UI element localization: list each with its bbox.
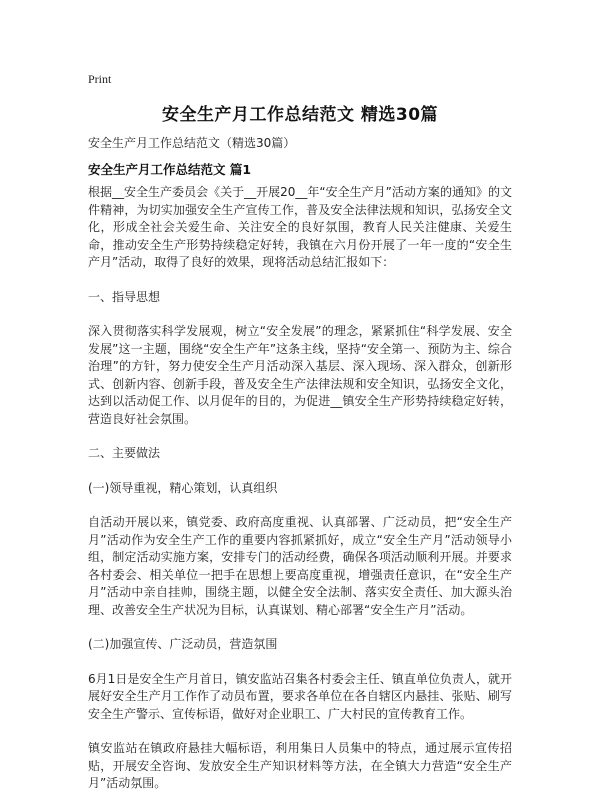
document-title: 安全生产月工作总结范文 精选30篇 bbox=[161, 105, 439, 125]
subheading-publicity: (二)加强宣传、广泛动员，营造氛围 bbox=[88, 637, 278, 651]
print-link[interactable]: Print bbox=[88, 72, 112, 86]
section-title: 安全生产月工作总结范文 篇1 bbox=[88, 162, 252, 177]
paragraph-intro: 根据__安全生产委员会《关于__开展20__年“安全生产月”活动方案的通知》的文件精神，为切实加强安全生产宣传工作，普及安全法律法规和知识，弘扬安全文化，形成全社会关爱生命、关注安全的良好氛围，教育人民关注健康、关爱生命，推动安全生产形势持续稳定好转，我镇在六月份开展了一年一度的“安全生产月”活动，取得了良好的效果，现将活动总结汇报如下： bbox=[88, 185, 512, 269]
heading-guiding-principle: 一、指导思想 bbox=[88, 289, 161, 304]
paragraph-publicity-2: 镇安监站在镇政府悬挂大幅标语，利用集日人员集中的特点，通过展示宣传招贴，开展安全咨询、发放安全生产知识材料等方法，在全镇大力营造“安全生产月”活动氛围。 bbox=[88, 741, 512, 790]
article-body bbox=[88, 184, 512, 810]
document-subtitle: 安全生产月工作总结范文（精选30篇） bbox=[88, 136, 296, 150]
paragraph-guiding-principle: 深入贯彻落实科学发展观，树立“安全发展”的理念，紧紧抓住“科学发展、安全发展”这一主题，围绕“安全生产年”这条主线，坚持“安全第一、预防为主、综合治理”的方针，努力使安全生产月活动深入基层、深入现场、深入群众，创新形式、创新内容、创新手段，普及安全生产法律法规和安全知识，弘扬安全文化，达到以活动促工作、以月促年的目的，为促进__镇安全生产形势持续稳定好转，营造良好社会氛围。 bbox=[88, 324, 512, 426]
paragraph-publicity-1: 6月1日是安全生产月首日，镇安监站召集各村委会主任、镇直单位负责人，就开展好安全生产月工作作了动员布置，要求各单位在各自辖区内悬挂、张贴、刷写安全生产警示、宣传标语，做好对企业职工、广大村民的宣传教育工作。 bbox=[88, 671, 512, 721]
heading-main-practices: 二、主要做法 bbox=[88, 446, 161, 460]
paragraph-leadership: 自活动开展以来，镇党委、政府高度重视、认真部署、广泛动员，把“安全生产月”活动作为安全生产工作的重要内容抓紧抓好，成立“安全生产月”活动领导小组，制定活动实施方案，安排专门的活动经费，确保各项活动顺利开展。并要求各村委会、相关单位一把手在思想上要高度重视，增强责任意识，在“安全生产月”活动中亲自挂帅，围绕主题，以健全安全法制、落实安全责任、加大源头治理、改善安全生产状况为目标，认真谋划、精心部署“安全生产月”活动。 bbox=[88, 515, 512, 617]
subheading-leadership: (一)领导重视，精心策划，认真组织 bbox=[88, 480, 278, 495]
